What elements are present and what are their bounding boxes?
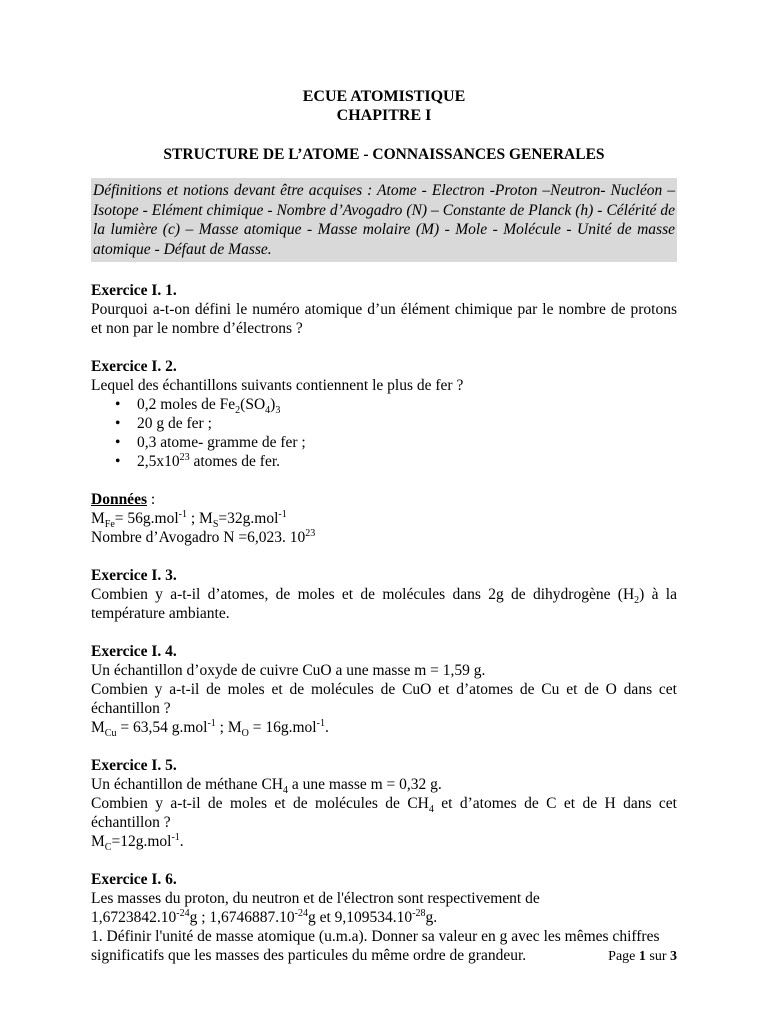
exercise-6 — [91, 870, 677, 965]
exercise-4 — [91, 642, 677, 740]
exercise-1-title: Exercice I. 1. — [91, 282, 177, 299]
exercise-6-values: $1,6723842.10^{-24}g$ ; $1,6746887.10^{-24}g$ et $9,109534.10^{-28}g$. — [91, 907, 438, 926]
data-heading: Données : — [91, 491, 156, 508]
data-section — [91, 490, 677, 547]
exercise-3-text: Combien y a-t-il d’atomes, de moles et de molécules dans 2g de dihydrogène $(H_2)$ à la température ambiante. — [91, 586, 677, 622]
list-item: • $2,5x10^{23}$ atomes de fer. — [91, 452, 677, 471]
definitions-box: Définitions et notions devant être acquises : Atome - Electron -Proton –Neutron- Nucléon – Isotope - Elément chimique - Nombre d’Avogadro (N) – Constante de Planck (h) - Célérité de la lumière (c) – Masse atomique - Masse molaire (M) - Mole - Molécule - Unité de masse atomique - Défaut de Masse. — [91, 178, 677, 262]
exercise-4-title: Exercice I. 4. — [91, 643, 177, 660]
exercise-6-question: 1. Définir l'unité de masse atomique (u.m.a). Donner sa valeur en g avec les mêmes chiffres significatifs que les masses des particules du même ordre de grandeur. — [91, 928, 660, 964]
list-item: • 0,2 moles de $Fe_2(SO_4)_3$ — [91, 395, 677, 414]
exercise-1-text: Pourquoi a-t-on défini le numéro atomique d’un élément chimique par le nombre de protons et non par le nombre d’électrons ? — [91, 301, 677, 337]
exercise-4-masses: $M_{Cu} = 63,54$ g.mol$^{-1}$ ; $M_O = 16g.mol^{-1}$. — [91, 717, 329, 740]
current-page-number: 1 — [638, 949, 646, 964]
chapter-title: CHAPITRE I — [336, 107, 432, 124]
molar-masses-line: $M_{Fe}= 56g.mol^{-1}$ ; $M_S=32g.mol^{-1}$ — [91, 508, 287, 531]
exercise-2-text: Lequel des échantillons suivants contiennent le plus de fer ? — [91, 377, 464, 394]
exercise-1 — [91, 281, 677, 338]
list-item: • 0,3 atome- gramme de fer ; — [91, 433, 677, 452]
section-subtitle: STRUCTURE DE L’ATOME - CONNAISSANCES GENERALES — [163, 146, 605, 163]
sample-list — [91, 395, 677, 471]
page-content — [91, 87, 677, 965]
exercise-4-line-1: Un échantillon d’oxyde de cuivre CuO a une masse m = 1,59 g. — [91, 662, 486, 679]
list-item: • 20 g de fer ; — [91, 414, 677, 433]
exercise-2-title: Exercice I. 2. — [91, 358, 177, 375]
total-pages: 3 — [670, 949, 677, 964]
exercise-6-title: Exercice I. 6. — [91, 871, 177, 888]
exercise-3-title: Exercice I. 3. — [91, 567, 177, 584]
avogadro-line: Nombre d’Avogadro N =6,023. $10^{23}$ — [91, 527, 316, 546]
exercise-5 — [91, 756, 677, 854]
exercise-6-line-1: Les masses du proton, du neutron et de l'électron sont respectivement de — [91, 890, 540, 907]
exercise-2 — [91, 357, 677, 471]
exercise-3 — [91, 566, 677, 623]
exercise-5-line-2: Combien y a-t-il de moles et de molécules de $CH_4$ et d’atomes de C et de H dans cet échantillon ? — [91, 795, 677, 831]
exercise-5-title: Exercice I. 5. — [91, 757, 177, 774]
exercise-4-line-2: Combien y a-t-il de moles et de molécules de CuO et d’atomes de Cu et de O dans cet échantillon ? — [91, 681, 677, 717]
exercise-5-line-1: Un échantillon de méthane $CH_4$ a une masse m = 0,32 g. — [91, 776, 442, 797]
exercise-5-masses: $M_C=12g.mol^{-1}$. — [91, 831, 184, 854]
course-title: ECUE ATOMISTIQUE — [302, 88, 466, 105]
page-footer: Page 1 sur 3 — [608, 949, 677, 964]
